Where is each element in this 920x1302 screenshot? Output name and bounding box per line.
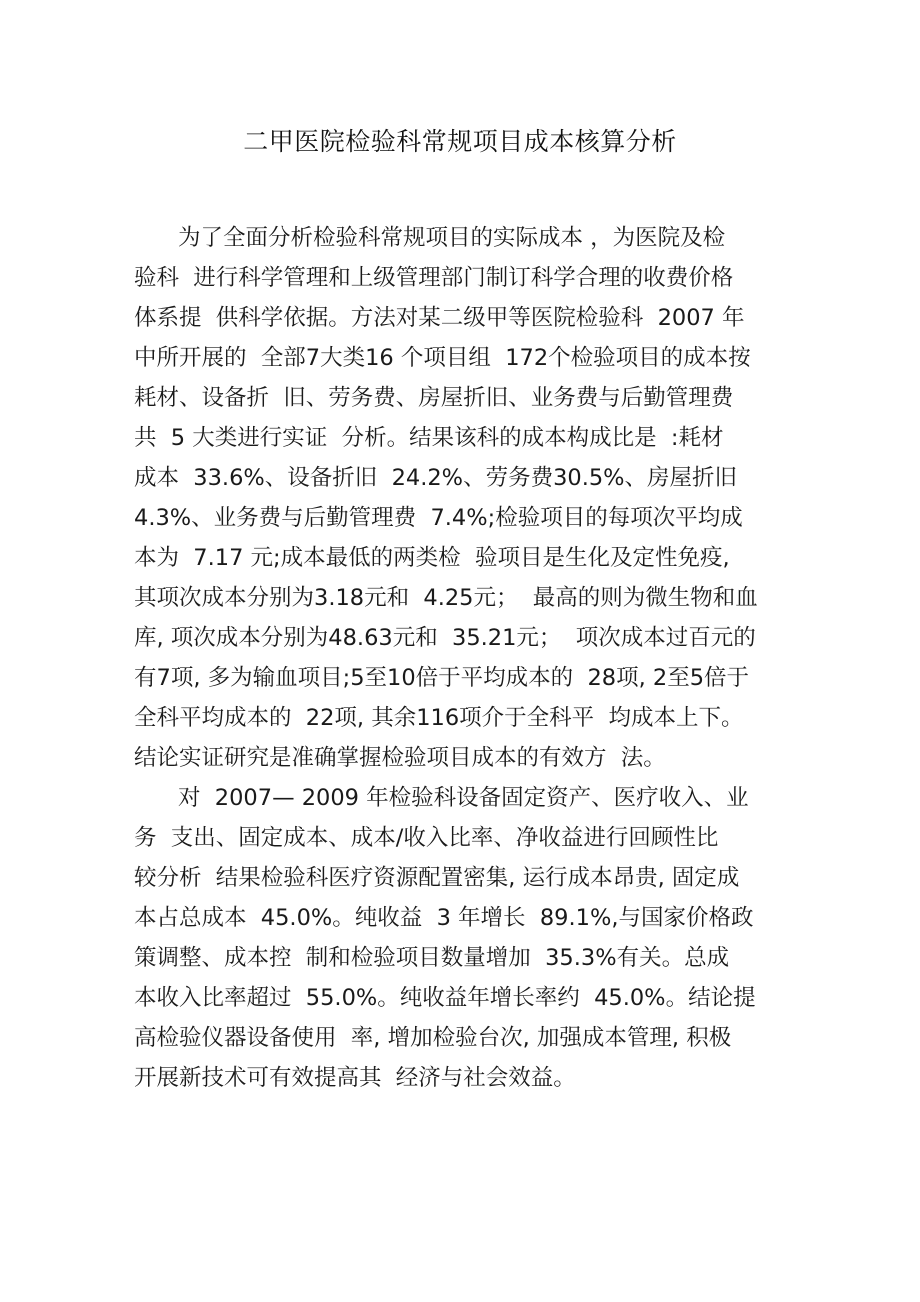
text-line: 较分析 结果检验科医疗资源配置密集, 运行成本昂贵, 固定成: [134, 865, 740, 891]
text-line: 对 2007— 2009 年检验科设备固定资产、医疗收入、业: [178, 785, 749, 811]
text-line: 开展新技术可有效提高其 经济与社会效益。: [134, 1065, 576, 1091]
document-title: 二甲医院检验科常规项目成本核算分析: [243, 127, 677, 156]
text-line: 务 支出、固定成本、成本/收入比率、净收益进行回顾性比: [134, 825, 719, 851]
document-body: [134, 218, 794, 1098]
text-line: 耗材、设备折 旧、劳务费、房屋折旧、业务费与后勤管理费: [134, 385, 734, 411]
text-line: 本占总成本 45.0%。纯收益 3 年增长 89.1%,与国家价格政: [134, 905, 754, 931]
text-line: 有7项, 多为输血项目;5至10倍于平均成本的 28项, 2至5倍于: [134, 665, 750, 691]
text-line: 共 5 大类进行实证 分析。结果该科的成本构成比是 :耗材: [134, 425, 724, 451]
text-line: 其项次成本分别为3.18元和 4.25元； 最高的则为微生物和血: [134, 585, 758, 611]
text-line: 库, 项次成本分别为48.63元和 35.21元； 项次成本过百元的: [134, 625, 756, 651]
paragraph-abstract-retrospective-analysis: [134, 778, 794, 1098]
text-line: 结论实证研究是准确掌握检验项目成本的有效方 法。: [134, 745, 666, 771]
text-line: 高检验仪器设备使用 率, 增加检验台次, 加强成本管理, 积极: [134, 1025, 732, 1051]
text-line: 为了全面分析检验科常规项目的实际成本 ，为医院及检: [178, 225, 726, 251]
text-line: 策调整、成本控 制和检验项目数量增加 35.3%有关。总成: [134, 945, 730, 971]
text-line: 体系提 供科学依据。方法对某二级甲等医院检验科 2007 年: [134, 305, 745, 331]
text-line: 验科 进行科学管理和上级管理部门制订科学合理的收费价格: [134, 265, 734, 291]
paragraph-abstract-cost-analysis: [134, 218, 794, 778]
text-line: 全科平均成本的 22项, 其余116项介于全科平 均成本上下。: [134, 705, 744, 731]
text-line: 4.3%、业务费与后勤管理费 7.4%;检验项目的每项次平均成: [134, 505, 743, 531]
text-line: 本收入比率超过 55.0%。纯收益年增长率约 45.0%。结论提: [134, 985, 756, 1011]
text-line: 中所开展的 全部7大类16 个项目组 172个检验项目的成本按: [134, 345, 751, 371]
text-line: 本为 7.17 元;成本最低的两类检 验项目是生化及定性免疫,: [134, 545, 730, 571]
text-line: 成本 33.6%、设备折旧 24.2%、劳务费30.5%、房屋折旧: [134, 465, 738, 491]
